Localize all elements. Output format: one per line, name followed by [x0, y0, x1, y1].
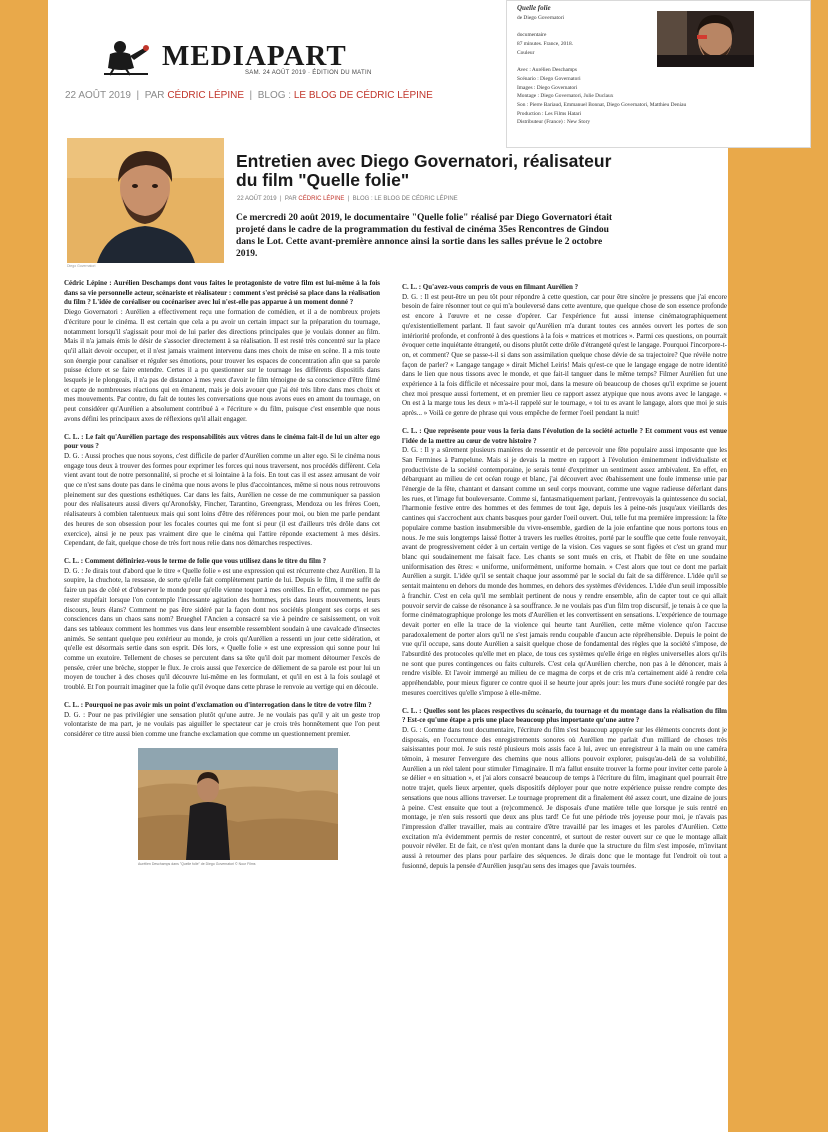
question: C. L. : Pourquoi ne pas avoir mis un point d'exclamation ou d'interrogation dans le titre de votre film ? — [64, 700, 372, 709]
byline-par: PAR — [284, 196, 297, 202]
answer: D. G. : Il est peut-être un peu tôt pour répondre à cette question, car pour être sincère je pressens que j'ai encore besoin de faire résonner tout ce qui m'a bouleversé dans cette aventure, que quelque chose de son essence profonde est encore à l'œuvre et ne cesse d'opérer. Car l'expérience fut aussi intense cinématographiquement qu'existentiellement parlant. Il faut savoir qu'Aurélien m'a durant toutes ces années ouvert les portes de son intériorité profonde, et confronté à des questions à la fois « matrices et motrices ». Parmi ces questions, on pourrait évoquer cette inquiétante étrangeté, ou disons plutôt cette drôle d'étrangeté qu'est le langage. Pourquoi l'incorpore-t-on, et comment? Que se passe-t-il si dans son assimilation quelque chose dévie de sa trajectoire? Que révèle notre façon de parler? « Langage tangage » dirait Michel Leiris! Mais qu'est-ce que le langage engage de notre identité dans le lien que nous tissons avec le monde, et que fait-il tanguer dans le même temps? Filmer Aurélien fut une expérience à la fois difficile et nécessaire pour moi, dans la mesure où beaucoup de choses qu'il exprime se jouent chez moi presque aussi fortement, et en premier lieu ce rapport assez atypique que nous avons avec le langage. « On est à la marge tous les deux » m'a-t-il rappelé sur le tournage, « toi tu es avant le langage, alors que moi je suis après... » Voilà ce genre de phrase qui vous empêche de fermer l'oeil pendant la nuit! — [402, 292, 727, 418]
article-byline: 22 AOÛT 2019 | PAR CÉDRIC LÉPINE | BLOG : LE BLOG DE CÉDRIC LÉPINE — [237, 196, 458, 202]
credit-line: Distributeur (France) : New Story — [517, 119, 591, 126]
question: C. L. : Comment définiriez-vous le terme de folie que vous utilisez dans le titre du film ? — [64, 556, 327, 565]
question: C. L. : Le fait qu'Aurélien partage des responsabilités aux vôtres dans le cinéma fait-il de lui un alter ego pour vous ? — [64, 432, 380, 451]
credit-line: documentaire — [517, 32, 547, 39]
topline-blog-prefix: BLOG : — [257, 90, 292, 101]
author-link[interactable]: CÉDRIC LÉPINE — [167, 90, 244, 101]
film-still-photo — [138, 748, 338, 860]
answer: D. G. : Pour ne pas privilégier une sensation plutôt qu'une autre. Je ne voulais pas qu'il y ait un geste trop volontariste de ma part, je ne voulais pas aiguiller le spectateur car je crois très honnêtement que l'on peut considérer ce titre aussi bien comme une franche exclamation que comme un questionnement premier. — [64, 710, 380, 738]
question: C. L. : Qu'avez-vous compris de vous en filmant Aurélien ? — [402, 283, 579, 291]
blog-link[interactable]: LE BLOG DE CÉDRIC LÉPINE — [293, 90, 433, 101]
answer: D. G. : Il y a sûrement plusieurs manières de ressentir et de percevoir une fête populaire aussi imposante que les San Fermines à Pampelune. Mais si je devais la mettre en rapport à l'évolution éminemment individualiste et productiviste de la société contemporaine, je serais tenté d'exprimer un sentiment assez ambivalent. En effet, en débarquant au milieu de cet océan rouge et blanc, j'ai découvert avec ébahissement une foule immense unie par l'énergie de la fête, chantant et dansant comme un seul corps mouvant, comme une vague radieuse déferlant dans les rues, et l'image fut bouleversante. Comme si, fantasmatiquement parlant, j'entrevoyais la quintessence du social, l'harmonie festive entre des hommes et des femmes de tout âge, depuis les à peine-nés jusqu'aux vieillards des cantines qui s'accrochent aux chants basques pour garder l'oeil ouvert. Oui, telle fut ma première impression: la fête populaire comme bastion insubmersible du vivre-ensemble, gardien de la joie enfantine que nous portons tous en nous. Je me suis longtemps laissé flotter à travers les ruelles étroites, porté par le souffle que cette foule renvoyait, avant de progressivement céder à un certain vertige de la vision. Ces vagues se sont figées et c'est un grand mur blanc qui soudainement me faisait face. Les chants se sont mués en cris, et l'habit de fête en une soudaine uniformisation des êtres: « uniforme, uniformément, uniforme homain. » C'est alors que tout ce dont me parlait Aurélien a surgit. L'idée qu'il se sentait chaque jour assommé par le social du fait de sa différence. L'idée qu'il se sentait maintenu en dehors du monde des hommes, en dehors des systèmes d'évidences. L'idée d'un seuil impossible à franchir. C'est en cela qu'il me semblait pertinent de nous y rendre ensemble, afin de capter tout ce qui allait pouvoir servir de caisse de résonance à sa souffrance. Je ne voulais pas d'un film trop discursif, je tenais à ce que la forme cinématographique prolonge les mots d'Aurélien et les convertissent en sensations. L'expérience de tournage devait porter en elle la trace de la violence qui heurte tant Aurélien, cette même violence qu'on l'accuse paradoxalement de porter alors qu'il ne s'est jamais rendu coupable d'aucun acte répréhensible. Depuis le point de vue qu'il occupe, sans doute Aurélien a saisit quelque chose de fondamental des règles que la société s'impose, de l'absurdité des protocoles qu'elle met en place, de tous ces systèmes qu'elle érige en règles universelles alors qu'ils ne sont que pures contingences ou faits culturels. C'est cela qu'Aurélien cherche, non pas à le dénoncer, mais à rendre visible. Et l'avoir immergé au milieu de ce magma de corps et de cris m'a certainement aidé à rendre cela appréhendable, pour mieux figurer ce contre quoi il se heurte jour après jour: les murs d'une société rongée par des mesures coercitives qu'elle s'impose à elle-même. — [402, 446, 727, 697]
film-still-image — [138, 748, 338, 860]
topline-par: PAR — [144, 90, 165, 101]
question: C. L. : Quelles sont les places respectives du scénario, du tournage et du montage dans la réalisation du film ? Est-ce qu'une étape a pris une place beaucoup plus importante qu'une autre ? — [402, 706, 727, 725]
credit-line: Scénario : Diego Governatori — [517, 75, 581, 82]
article-title: Entretien avec Diego Governatori, réalisateur du film "Quelle folie" — [236, 151, 612, 190]
question: Cédric Lépine : Aurélien Deschamps dont vous faites le protagoniste de votre film est lui-même à la fois dans sa vie personnelle acteur, scénariste et réalisateur : comment s'est précisé sa place dans la réalisation du film ? L'idée de coréaliser ou cocénariser avec lui n'est-elle pas apparue à un moment donné ? — [64, 279, 380, 307]
topline-date: 22 AOÛT 2019 — [65, 90, 131, 101]
credit-line: Montage : Diego Governatori, Julie Duclaux — [517, 93, 614, 100]
byline-date: 22 AOÛT 2019 — [237, 196, 277, 202]
portrait-photo — [67, 138, 224, 263]
topline-meta: 22 AOÛT 2019 | PAR CÉDRIC LÉPINE | BLOG : LE BLOG DE CÉDRIC LÉPINE — [65, 90, 433, 101]
credit-line: Images : Diego Governatori — [517, 84, 578, 91]
film-poster-thumbnail — [657, 11, 754, 67]
film-still-credit: Aurélien Deschamps dans "Quelle folie" de Diego Governatori © Nour Films — [138, 861, 256, 866]
punch-figure-icon — [100, 38, 152, 76]
answer: Diego Governatori : Aurélien a effectivement reçu une formation de comédien, et il a de nombreux projets d'écriture pour le cinéma. Il est certain que cela a pu avoir un certain impact sur la préparation du tournage, notamment lorsqu'il s'agissait pour moi de lui parler des directions principales que je voulais donner au film. Mais il n'a jamais émis le désir de s'associer directement à sa réalisation. Il est resté très concentré sur la place qu'il allait devoir occuper, et il n'est jamais vraiment intervenu dans mes choix de mise en scène. Il a mis toute son énergie pour canaliser et réguler ses émotions, pour trouver les espaces de concentration afin que sa parole puisse éclore et se faire entendre. Certes il a pu questionner sur le tournage les différents dispositifs dans lesquels je le plongeais, il n'a pas de distance à mes yeux d'avoir le film témoigne de sa conscience d'être filmé et capte de nombreuses réactions qui en émanent, mais je dois avouer que j'ai été très libre dans mes choix et mes mouvements. Par contre, du fait de toutes les conversations que nous avons eues en amont du tournage, on peut considérer qu'Aurélien a absolument contribué à « l'écriture » du film, puisque c'est ensemble que nous avons défini les principaux axes de réflexions qu'il allait engager. — [64, 308, 380, 423]
answer: D. G. : Aussi proches que nous soyons, c'est difficile de parler d'Aurélien comme un alter ego. Si le cinéma nous engage tous deux à trouver des formes pour exprimer les forces qui nous traversent, nos procédés diffèrent. Cela vient avant tout de notre personnalité, si proche et si lointaine à la fois. En tout cas il est assez amusant de voir que ce n'est sans doute pas dans le cinéma que nous avons le plus d'accointances, même si nous nous retrouvons pleinement sur des questions esthétiques. Car dans les faits, Aurélien ne cesse de me communiquer sa passion pour des réalisateurs aussi divers qu'Aronofsky, Fincher, Tarantino, Greengrass, Mendoza ou les frères Coen, réalisateurs à combien talentueux mais qui sont loins d'être des références pour moi, ou bien me parle pendant des heures de son obsession pour les focales courtes qui me font si peur (il est d'ailleurs très drôle dans cet exercice), ainsi je ne peux pas vraiment dire que le cinéma qui l'attire réponde exactement à mes désirs. Cependant, de fait, quelque chose de très fort nous relie dans nos démarches respectives. — [64, 451, 380, 548]
byline-blog-link[interactable]: BLOG : LE BLOG DE CÉDRIC LÉPINE — [352, 196, 458, 202]
credit-line: Production : Les Films Hatari — [517, 110, 582, 117]
film-info-card — [506, 0, 811, 148]
logo-wordmark: MEDIAPART — [162, 40, 347, 72]
poster-image — [657, 11, 754, 67]
answer: D. G. : Comme dans tout documentaire, l'écriture du film s'est beaucoup appuyée sur les éléments concrets dont je disposais, en l'occurrence des enregistrements sonores où Aurélien me parlait d'un milliard de choses très saisissantes pour moi. Je suis resté plusieurs mois assis face à lui, avec un enregistreur à la main ou une caméra témoin, à mesurer l'envergure des chemins que nous allions pouvoir explorer, puisqu'au-delà de sa volubilité, Aurélien a un réel talent pour stimuler l'imaginaire. Il m'a fallut ensuite trouver la forme pour inviter cette parole à se délier « en situation », et j'ai alors consacré beaucoup de temps à l'écriture du film, imaginant quel pourrait être notre trajet, quels lieux arpenter, quels dispositifs déployer pour que notre expérience puisse rendre compte des sensations que nous allions traverser. Le tournage proprement dit a finalement été assez court, une dizaine de jours à peine. C'est ensuite que tout a (re)commencé. Je disposais d'une matière telle que lorsque je suis rentré en montage, je n'en suis ressorti que deux ans plus tard! Ce fut une période très joyeuse pour moi, je n'avais pas l'impression d'aller travailler, mais au contraire d'être travaillé par les images et les paroles d'Aurélien. Cette excitation m'a évidemment permis de rester concentré, et surtout de rester ouvert sur ce que le montage allait pouvoir révéler. Et de fait, ce n'est qu'en montant dans la durée que la structure du film s'est imposée, m'invitant aussi à retourner des plans pour parfaire des séquences. Je dirais donc que le montage fut l'endroit où tout a fusionné, depuis la pensée d'Aurélien jusqu'au sens des images que j'avais tournées. — [402, 725, 727, 870]
byline-author-link[interactable]: CÉDRIC LÉPINE — [298, 196, 345, 202]
credit-line: 87 minutes. France, 2018. — [517, 41, 573, 48]
mediapart-logo[interactable] — [100, 36, 380, 86]
article-column-left — [64, 279, 380, 1124]
edition-date: SAM. 24 AOÛT 2019 · ÉDITION DU MATIN — [245, 70, 372, 76]
film-title: Quelle folie — [517, 4, 551, 12]
article-page — [48, 0, 728, 1132]
answer: D. G. : Je dirais tout d'abord que le titre « Quelle folie » est une expression qui est récurrente chez Aurélien. Il la soupire, la chuchote, la ressasse, de sorte qu'elle fait complètement partie de lui. Depuis le film, il me suffit de faire un pas de côté et d'observer le monde pour qu'elle vienne toquer à mes oreilles. En effet, comment ne pas rester stupéfait lorsque l'on contemple l'incessante agitation des hommes, pris dans leurs mouvements, leurs discours, leurs élans? Comment ne pas être sidéré par la façon dont nos sociétés plongent ses corps et ses consciences dans un chaos sans nom? Brueghel l'Ancien a consacré sa vie à peindre ce saisissement, on voit dans ses tableaux comment les hommes vus dans leur ensemble ressemblent soudain à une cavalcade d'insectes animés. Se sentant quelque peu extérieur au monde, je crois qu'Aurélien a ressenti un jour cette sidération, et qu'elle est désormais sertie dans son esprit. Dès lors, « Quelle folie » est une expression qui sonne pour lui comme un exutoire. Tellement de choses se percutent dans sa tête qu'il doit par moment détourner l'excès de pensée, créer une brèche, stopper le flux. Je crois aussi que l'exercice de déliement de sa parole est pour lui un moyen de toucher à des choses qu'il découvre lui-même en les formulant, et qu'il en est à la fois soulagé et troublé. Et l'on pourrait imaginer que la folie qu'il évoque dans cette phrase le renvoie au vertige qui en découle. — [64, 566, 380, 692]
article-lead: Ce mercredi 20 août 2019, le documentaire "Quelle folie" réalisé par Diego Governatori était projeté dans le cadre de la programmation du festival de cinéma 35es Rencontres de Gindou dans le Lot. Cette avant-première annonce ainsi la sortie dans les salles prévue le 2 octobre 2019. — [236, 213, 613, 259]
portrait-image — [67, 138, 224, 263]
article-column-right — [402, 283, 727, 1128]
credit-line: Couleur — [517, 49, 535, 56]
credit-line: Son : Pierre Bariaud, Emmanuel Bonnat, Diego Governatori, Matthieu Deniau — [517, 102, 687, 109]
question: C. L. : Que représente pour vous la feria dans l'évolution de la société actuelle ? Et comment vous est venue l'idée de la mettre au cœur de votre histoire ? — [402, 426, 727, 445]
credit-line: Avec : Aurélien Deschamps — [517, 67, 577, 74]
photo-credit: Diego Governatori — [67, 264, 96, 268]
credit-line: de Diego Governatori — [517, 15, 565, 21]
